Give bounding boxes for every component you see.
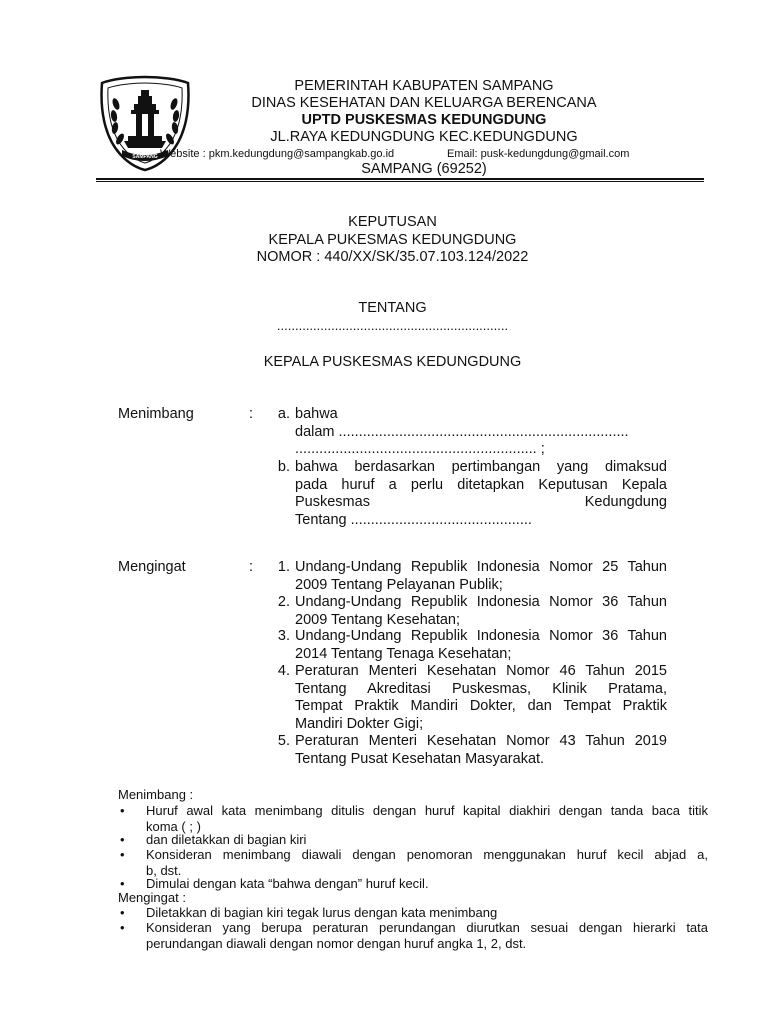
kop-address: JL.RAYA KEDUNGDUNG KEC.KEDUNGDUNG bbox=[270, 129, 578, 145]
mengingat-item-line: 2009 Tentang Pelayanan Publik; bbox=[295, 576, 503, 593]
mengingat-item bbox=[295, 594, 667, 629]
menimbang-a-number: a. bbox=[277, 406, 290, 422]
mengingat-label: Mengingat bbox=[118, 559, 186, 575]
mengingat-item-number: 5. bbox=[277, 733, 290, 749]
notes-bullet-line: Huruf awal kata menimbang ditulis dengan huruf kapital diakhiri dengan tanda baca titik bbox=[146, 803, 708, 818]
notes-bullet-line: dan diletakkan di bagian kiri bbox=[146, 832, 307, 847]
notes-bullet-line: perundangan diawali dengan nomor dengan huruf angka 1, 2, dst. bbox=[146, 935, 527, 951]
mengingat-item-line: 2009 Tentang Kesehatan; bbox=[295, 611, 461, 628]
kop-government: PEMERINTAH KABUPATEN SAMPANG bbox=[294, 78, 554, 94]
letterhead-rule-thin bbox=[96, 181, 704, 182]
mengingat-item-line: Mandiri Dokter Gigi; bbox=[295, 715, 424, 732]
mengingat-item bbox=[295, 628, 667, 663]
notes-menimbang-title: Menimbang : bbox=[118, 787, 194, 802]
notes-mengingat-title: Mengingat : bbox=[118, 890, 186, 905]
mengingat-item-line: 2014 Tentang Tenaga Kesehatan; bbox=[295, 645, 512, 662]
mengingat-item bbox=[295, 559, 667, 594]
title-kepala: KEPALA PUKESMAS KEDUNGDUNG bbox=[268, 232, 517, 248]
notes-bullet-line: Dimulai dengan kata “bahwa dengan” huruf kecil. bbox=[146, 876, 429, 891]
mengingat-item-line: Tentang Pusat Kesehatan Masyarakat. bbox=[295, 750, 545, 767]
title-nomor: NOMOR : 440/XX/SK/35.07.103.124/2022 bbox=[256, 249, 529, 265]
mengingat-item-line: Tempat Praktik Mandiri Dokter, dan Tempat Praktik bbox=[295, 698, 667, 714]
mengingat-item-number: 3. bbox=[277, 628, 290, 644]
mengingat-item bbox=[295, 663, 667, 733]
notes-bullet-text bbox=[146, 876, 708, 892]
menimbang-b-line: Tentang ............................................. bbox=[295, 511, 532, 528]
mengingat-item-number: 1. bbox=[277, 559, 290, 575]
menimbang-b-line: bahwa berdasarkan pertimbangan yang dimaksud bbox=[295, 459, 667, 475]
kop-website: Website : pkm.kedungdung@sampangkab.go.id bbox=[160, 148, 395, 160]
kop-unit-name: UPTD PUSKESMAS KEDUNGDUNG bbox=[301, 112, 547, 128]
notes-bullet-line: b, dst. bbox=[146, 862, 182, 878]
menimbang-colon: : bbox=[249, 406, 254, 422]
mengingat-item-line: Undang-Undang Republik Indonesia Nomor 25 Tahun bbox=[295, 559, 667, 575]
mengingat-colon: : bbox=[249, 559, 254, 575]
notes-bullet-text bbox=[146, 803, 708, 834]
mengingat-item-number: 2. bbox=[277, 594, 290, 610]
bullet-icon: • bbox=[120, 803, 125, 818]
mengingat-item-line: Tentang Akreditasi Puskesmas, Klinik Pratama, bbox=[295, 680, 667, 697]
bullet-icon: • bbox=[120, 847, 125, 862]
title-tentang-dots: ................................................................ bbox=[276, 318, 509, 333]
notes-bullet-text bbox=[146, 832, 708, 848]
title-keputusan: KEPUTUSAN bbox=[348, 214, 437, 230]
bullet-icon: • bbox=[120, 905, 125, 920]
mengingat-item bbox=[295, 733, 667, 768]
logo-banner-text: SAMPANG bbox=[132, 154, 158, 160]
notes-bullet-text bbox=[146, 920, 708, 951]
bullet-icon: • bbox=[120, 920, 125, 935]
bullet-icon: • bbox=[120, 876, 125, 891]
mengingat-item-line: Undang-Undang Republik Indonesia Nomor 36 Tahun bbox=[295, 628, 667, 644]
bullet-icon: • bbox=[120, 832, 125, 847]
mengingat-item-line: Peraturan Menteri Kesehatan Nomor 43 Tahun 2019 bbox=[295, 733, 667, 749]
menimbang-b-word: Puskesmas bbox=[295, 494, 370, 510]
mengingat-item-line: Peraturan Menteri Kesehatan Nomor 46 Tahun 2015 bbox=[295, 663, 667, 679]
menimbang-label: Menimbang bbox=[118, 406, 194, 422]
letterhead-rule-thick bbox=[96, 178, 704, 180]
kop-email: Email: pusk-kedungdung@gmail.com bbox=[447, 148, 630, 160]
menimbang-a-line: ............................................................ ; bbox=[295, 441, 545, 457]
menimbang-a-text bbox=[295, 406, 667, 459]
menimbang-b-line bbox=[295, 494, 667, 512]
menimbang-b-word: Kedungdung bbox=[584, 494, 667, 510]
mengingat-item-line: Undang-Undang Republik Indonesia Nomor 36 Tahun bbox=[295, 594, 667, 610]
title-issuer: KEPALA PUSKESMAS KEDUNGDUNG bbox=[263, 354, 522, 370]
notes-bullet-text bbox=[146, 905, 708, 921]
menimbang-b-number: b. bbox=[277, 459, 290, 475]
menimbang-b-text bbox=[295, 459, 667, 529]
notes-bullet-line: koma ( ; ) bbox=[146, 818, 201, 834]
notes-bullet-line: Diletakkan di bagian kiri tegak lurus dengan kata menimbang bbox=[146, 905, 498, 920]
menimbang-b-line: pada huruf a perlu ditetapkan Keputusan Kepala bbox=[295, 476, 667, 493]
menimbang-a-line: dalam ........................................................................ bbox=[295, 423, 629, 440]
kop-city: SAMPANG (69252) bbox=[361, 161, 487, 177]
menimbang-a-line: bahwa bbox=[295, 406, 338, 422]
notes-bullet-line: Konsideran menimbang diawali dengan penomoran menggunakan huruf kecil abjad a, bbox=[146, 847, 708, 862]
kop-department: DINAS KESEHATAN DAN KELUARGA BERENCANA bbox=[251, 95, 597, 111]
notes-bullet-line: Konsideran yang berupa peraturan perundangan diurutkan sesuai dengan hierarki tata bbox=[146, 920, 708, 935]
mengingat-item-number: 4. bbox=[277, 663, 290, 679]
title-tentang: TENTANG bbox=[358, 300, 427, 316]
notes-bullet-text bbox=[146, 847, 708, 878]
